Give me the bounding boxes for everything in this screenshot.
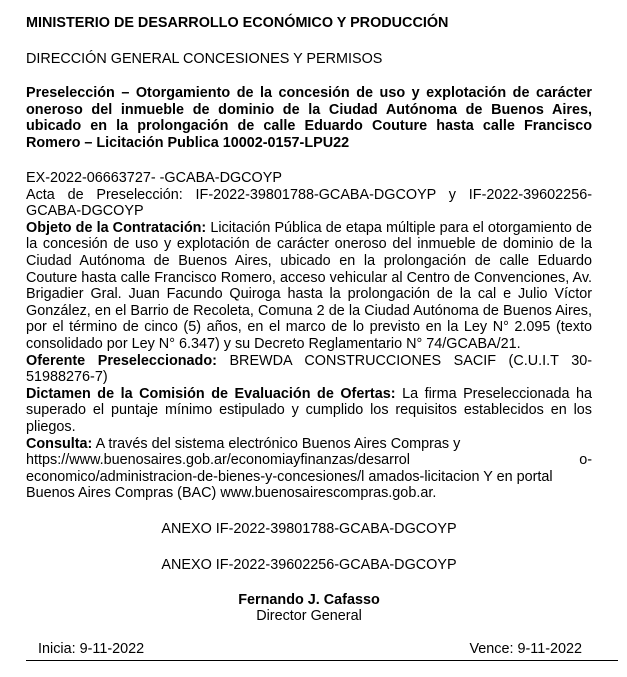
annex-2: ANEXO IF-2022-39602256-GCABA-DGCOYP (161, 557, 457, 573)
annex-1: ANEXO IF-2022-39801788-GCABA-DGCOYP (161, 521, 457, 537)
oferente-paragraph (26, 353, 592, 386)
footer-dates (38, 641, 582, 658)
dictamen-text: La firma Preseleccionada ha superado el puntaje mínimo estipulado y cumplido los requisitos establecidos en los pliegos. (26, 385, 593, 435)
consulta-text: A través del sistema electrónico Buenos Aires Compras y (95, 435, 461, 452)
consulta-url-link[interactable]: https://www.buenosaires.gob.ar/economiayfinanzas/desarrol (26, 452, 410, 469)
oferente-label: Oferente Preseleccionado: (26, 352, 217, 369)
consulta-line-4: Buenos Aires Compras (BAC) www.buenosairescompras.gob.ar. (26, 485, 437, 502)
end-date: Vence: 9-11-2022 (469, 641, 582, 657)
expediente-number: EX-2022-06663727- -GCABA-DGCOYP (26, 170, 282, 186)
dictamen-paragraph (26, 386, 592, 436)
acta-preseleccion: Acta de Preselección: IF-2022-39801788-GCABA-DGCOYP y IF-2022-39602256-GCABA-DGCOYP (26, 186, 592, 220)
consulta-label: Consulta: (26, 435, 93, 452)
notice-body (26, 170, 592, 502)
consulta-url-continuation: o- (579, 452, 592, 469)
signatory-role: Director General (256, 608, 362, 624)
objeto-text: Licitación Pública de etapa múltiple para el otorgamiento de la concesión de uso y explotación de carácter oneroso del inmueble de dominio de la Ciudad Autónoma de Buenos Aires, ubicado en la prolongación de calle Eduardo Couture hasta calle Francisco Romero, acceso vehicular al Centro de Convenciones, Av. Brigadier Gral. Juan Facundo Quiroga hasta la prolongación de la cal e Julio Víctor González, en el Barrio de Recoleta, Comuna 2 de la Ciudad Autónoma de Buenos Aires, por el término de cinco (5) años, en el marco de lo previsto en la Ley N° 2.095 (texto consolidado por Ley N° 6.347) y su Decreto Reglamentario N° 74/GCABA/21. (26, 219, 592, 352)
signatory-name: Fernando J. Cafasso (238, 592, 380, 608)
start-date: Inicia: 9-11-2022 (38, 641, 145, 657)
objeto-label: Objeto de la Contratación: (26, 219, 207, 236)
objeto-paragraph (26, 220, 592, 353)
dictamen-label: Dictamen de la Comisión de Evaluación de Ofertas: (26, 385, 396, 402)
consulta-url-line (26, 452, 592, 469)
oferente-text: BREWDA CONSTRUCCIONES SACIF (C.U.I.T 30-51988276-7) (26, 352, 592, 386)
footer-divider (26, 660, 618, 661)
ministry-heading: MINISTERIO DE DESARROLLO ECONÓMICO Y PRODUCCIÓN (26, 15, 449, 31)
notice-title: Preselección – Otorgamiento de la concesión de uso y explotación de carácter oneroso del inmueble de dominio de la Ciudad Autónoma de Buenos Aires, ubicado en la prolongación de calle Eduardo Couture hasta calle Francisco Romero – Licitación Publica 10002-0157-LPU22 (26, 85, 592, 151)
direction-heading: DIRECCIÓN GENERAL CONCESIONES Y PERMISOS (26, 51, 383, 67)
consulta-line-3: economico/administracion-de-bienes-y-concesiones/l amados-licitacion Y en portal (26, 468, 553, 485)
consulta-paragraph (26, 436, 592, 453)
